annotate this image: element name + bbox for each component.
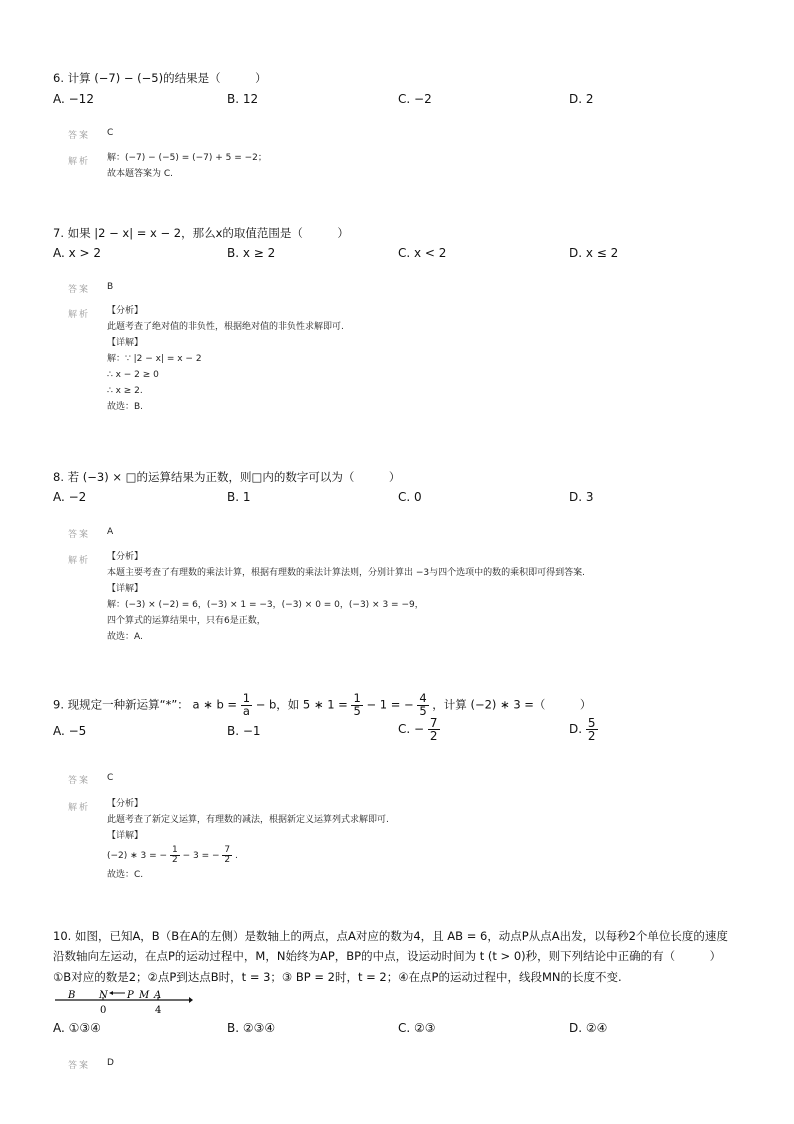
q6-stem: 6. 计算 (−7) − (−5)的结果是（ ） — [53, 71, 267, 85]
q8-stem: 8. 若 (−3) × □的运算结果为正数，则□内的数字可以为（ ） — [53, 470, 401, 484]
q9-analysis-label: 解析 — [68, 803, 91, 813]
q9-answer: C — [107, 773, 114, 783]
q6-solution-line: 解：(−7) − (−5) = (−7) + 5 = −2； — [107, 153, 267, 163]
q9-stem-intro: 9. 现规定一种新运算“*”： — [53, 697, 189, 712]
q7-answer-label: 答案 — [68, 285, 91, 295]
q7-option-c: C. x < 2 — [398, 246, 447, 260]
q10-option-c: C. ②③ — [398, 1021, 436, 1035]
q6-answer: C — [107, 128, 114, 138]
q7-solution-line: 故选：B. — [107, 402, 144, 412]
q6-option-c: C. −2 — [398, 92, 432, 106]
q9-sol-fraction-1-num: 1 — [171, 845, 178, 855]
q9-solution-line: 【详解】 — [107, 831, 144, 841]
q9-option-d — [569, 717, 598, 742]
q7-solution-line: ∴ x − 2 ≥ 0 — [107, 370, 159, 380]
q8-solution-line: 故选：A. — [107, 632, 143, 642]
q10-stem-line-3: ①B对应的数是2；②点P到达点B时，t = 3；③ BP = 2时，t = 2；④在点P的运动过程中，线段MN的长度不变. — [53, 970, 622, 984]
label-b: B — [68, 990, 76, 1001]
q9-option-d-den: 2 — [587, 729, 596, 743]
q10-answer-label: 答案 — [68, 1061, 91, 1071]
q9-sol-expr-c: . — [235, 851, 238, 861]
q8-solution-line: 四个算式的运算结果中，只有6是正数， — [107, 616, 266, 626]
q8-answer-label: 答案 — [68, 530, 91, 540]
q6-solution-line: 故本题答案为 C. — [107, 169, 174, 179]
q9-solution — [107, 796, 389, 883]
q9-option-b: B. −1 — [227, 724, 261, 738]
q6-solution — [107, 150, 267, 182]
label-m: M — [139, 990, 150, 1001]
q8-solution — [107, 549, 585, 645]
q7-answer: B — [107, 282, 114, 292]
q9-option-d-fraction — [586, 717, 598, 742]
q9-sol-expr-a: (−2) ∗ 3 = − — [107, 851, 168, 861]
number-line-arrowhead — [189, 997, 193, 1003]
label-n: N — [99, 990, 108, 1001]
q9-fraction-1-num: 1 — [242, 691, 251, 705]
q10-stem-line-1: 10. 如图，已知A，B（B在A的左侧）是数轴上的两点，点A对应的数为4，且 AB = 6，动点P从点A出发，以每秒2个单位长度的速度 — [53, 929, 728, 943]
q9-option-c-fraction — [428, 717, 440, 742]
label-a: A — [154, 990, 162, 1001]
q9-solution-line: 此题考查了新定义运算，有理数的减法，根据新定义运算列式求解即可. — [107, 815, 389, 825]
q9-answer-label: 答案 — [68, 776, 91, 786]
tick-label-zero: 0 — [100, 1005, 107, 1016]
q6-option-a: A. −12 — [53, 92, 94, 106]
q9-sol-expr-b: − 3 = − — [182, 851, 220, 861]
q9-sol-fraction-2-num: 7 — [224, 845, 231, 855]
tick-label-four: 4 — [155, 1005, 162, 1016]
q8-option-b: B. 1 — [227, 490, 251, 504]
q10-option-a: A. ①③④ — [53, 1021, 101, 1035]
q9-fraction-1-den: a — [242, 703, 250, 718]
q10-stem-line-2: 沿数轴向左运动，在点P的运动过程中，M，N始终为AP，BP的中点，设运动时间为 t (t > 0)秒，则下列结论中正确的有（ ） — [53, 949, 722, 963]
q10-option-b: B. ②③④ — [227, 1021, 276, 1035]
q9-sol-fraction-2-den: 2 — [224, 855, 231, 865]
q9-option-a: A. −5 — [53, 724, 87, 738]
q7-option-a: A. x > 2 — [53, 246, 102, 260]
q9-option-d-num: 5 — [587, 716, 596, 730]
q9-solution-line: 【分析】 — [107, 799, 144, 809]
p-motion-arrowhead — [109, 991, 113, 995]
q9-sol-fraction-1 — [170, 846, 180, 865]
q7-stem: 7. 如果 |2 − x| = x − 2，那么x的取值范围是（ ） — [53, 226, 349, 240]
q9-option-c-label: C. − — [398, 722, 425, 736]
q8-option-a: A. −2 — [53, 490, 87, 504]
q10-answer: D — [107, 1058, 114, 1068]
q9-stem — [53, 693, 591, 717]
q10-number-line-figure — [53, 986, 193, 1018]
q9-fraction-3 — [417, 693, 428, 717]
q7-solution — [107, 303, 344, 415]
q9-fraction-3-den: 5 — [419, 703, 427, 718]
q8-solution-line: 【分析】 — [107, 552, 144, 562]
q8-option-c: C. 0 — [398, 490, 422, 504]
q9-sol-fraction-2 — [222, 846, 232, 865]
q7-solution-line: 【分析】 — [107, 306, 144, 316]
q6-answer-label: 答案 — [68, 131, 91, 141]
q7-solution-line: 解：∵ |2 − x| = x − 2 — [107, 354, 202, 364]
q9-fraction-3-num: 4 — [419, 691, 427, 705]
q9-stem-tail: ，计算 (−2) ∗ 3 =（ ） — [432, 697, 592, 712]
q9-fraction-2-num: 1 — [353, 691, 361, 705]
q7-option-b: B. x ≥ 2 — [227, 246, 276, 260]
q10-option-d: D. ②④ — [569, 1021, 608, 1035]
q9-option-c-num: 7 — [429, 716, 438, 730]
q8-option-d: D. 3 — [569, 490, 594, 504]
q9-solution-expression — [107, 846, 389, 865]
q9-fraction-2 — [351, 693, 362, 717]
q8-solution-line: 本题主要考查了有理数的乘法计算，根据有理数的乘法计算法则，分别计算出 −3与四个选项中的数的乘积即可得到答案. — [107, 568, 585, 578]
q6-option-d: D. 2 — [569, 92, 594, 106]
q6-analysis-label: 解析 — [68, 157, 91, 167]
q7-option-d: D. x ≤ 2 — [569, 246, 619, 260]
q6-option-b: B. 12 — [227, 92, 259, 106]
label-p: P — [127, 990, 134, 1001]
q9-expr-2: − b，如 5 ∗ 1 = — [255, 697, 348, 712]
q9-option-c-den: 2 — [429, 729, 438, 743]
q8-solution-line: 解：(−3) × (−2) = 6，(−3) × 1 = −3，(−3) × 0 = 0，(−3) × 3 = −9， — [107, 600, 424, 610]
q9-option-d-label: D. — [569, 722, 586, 736]
q7-solution-line: 【详解】 — [107, 338, 144, 348]
q7-solution-line: 此题考查了绝对值的非负性，根据绝对值的非负性求解即可. — [107, 322, 344, 332]
q9-solution-line: 故选：C. — [107, 870, 144, 880]
q9-expr-3: − 1 = − — [366, 697, 414, 712]
q8-analysis-label: 解析 — [68, 556, 91, 566]
q8-solution-line: 【详解】 — [107, 584, 144, 594]
q9-option-c — [398, 717, 440, 742]
q9-fraction-2-den: 5 — [353, 703, 361, 718]
q8-answer: A — [107, 527, 114, 537]
q9-fraction-1 — [241, 693, 252, 717]
q9-expr-1: a ∗ b = — [192, 697, 238, 712]
q7-analysis-label: 解析 — [68, 310, 91, 320]
q9-sol-fraction-1-den: 2 — [171, 855, 178, 865]
q7-solution-line: ∴ x ≥ 2. — [107, 386, 143, 396]
